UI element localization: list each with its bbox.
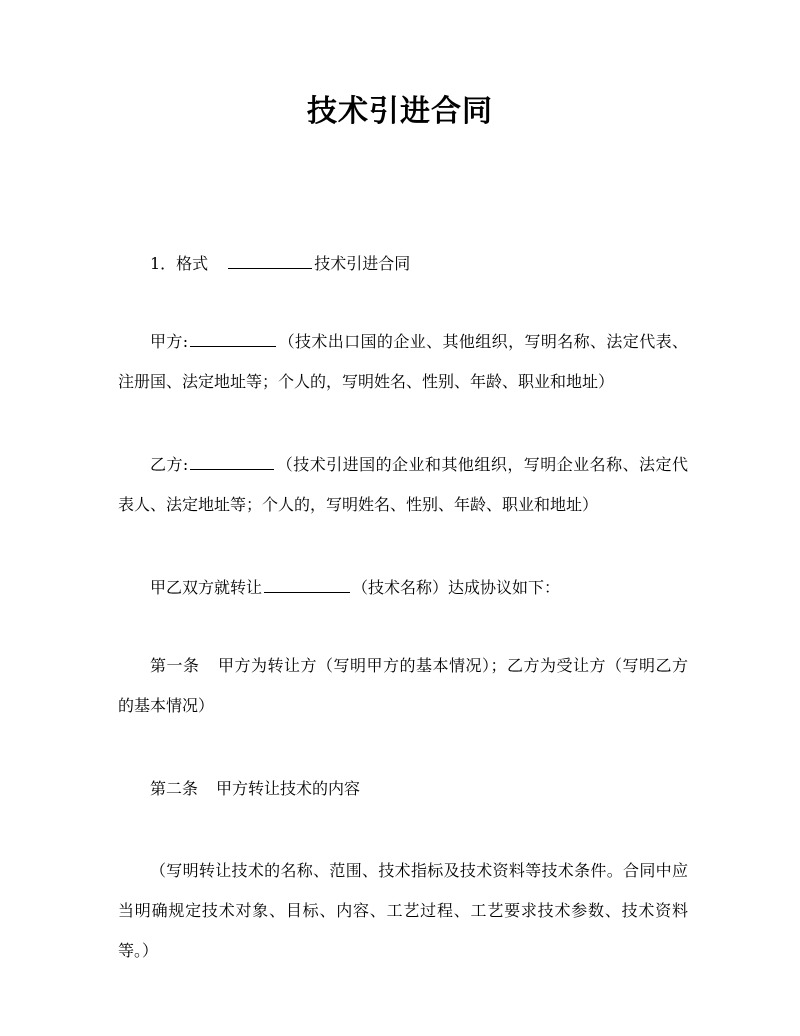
format-line (118, 244, 688, 284)
party-b-desc: （技术引进国的企业和其他组织，写明企业名称、法定代表人、法定地址等；个人的，写明姓名、性别、年龄、职业和地址） (118, 455, 688, 514)
agreement-prefix: 甲乙双方就转让 (150, 578, 263, 597)
contract-type-blank (228, 250, 312, 269)
article-2-text: 甲方转让技术的内容 (216, 779, 361, 798)
party-a-label: 甲方: (150, 332, 189, 351)
format-suffix: 技术引进合同 (314, 254, 411, 273)
article-1-label: 第一条 (150, 656, 200, 675)
party-a-paragraph (118, 322, 688, 402)
article-1-paragraph (118, 646, 688, 726)
article-2-label: 第二条 (150, 779, 199, 798)
format-prefix: 1．格式 (150, 254, 209, 273)
party-b-blank (190, 451, 274, 470)
article-2-note-paragraph (118, 851, 688, 971)
agreement-paragraph (118, 568, 688, 608)
agreement-suffix: （技术名称）达成协议如下： (352, 578, 561, 597)
party-a-desc: （技术出口国的企业、其他组织，写明名称、法定代表、注册国、法定地址等；个人的，写明姓名、性别、年龄、职业和地址） (118, 332, 688, 391)
party-b-label: 乙方: (150, 455, 189, 474)
document-title: 技术引进合同 (307, 94, 493, 129)
party-a-blank (190, 328, 276, 347)
article-2-note: （写明转让技术的名称、范围、技术指标及技术资料等技术条件。合同中应当明确规定技术对象、目标、内容、工艺过程、工艺要求技术参数、技术资料等。） (118, 861, 688, 960)
technology-name-blank (264, 574, 350, 593)
party-b-paragraph (118, 445, 688, 525)
article-1-text: 甲方为转让方（写明甲方的基本情况）；乙方为受让方（写明乙方的基本情况） (118, 656, 688, 715)
article-2-paragraph (118, 769, 688, 809)
